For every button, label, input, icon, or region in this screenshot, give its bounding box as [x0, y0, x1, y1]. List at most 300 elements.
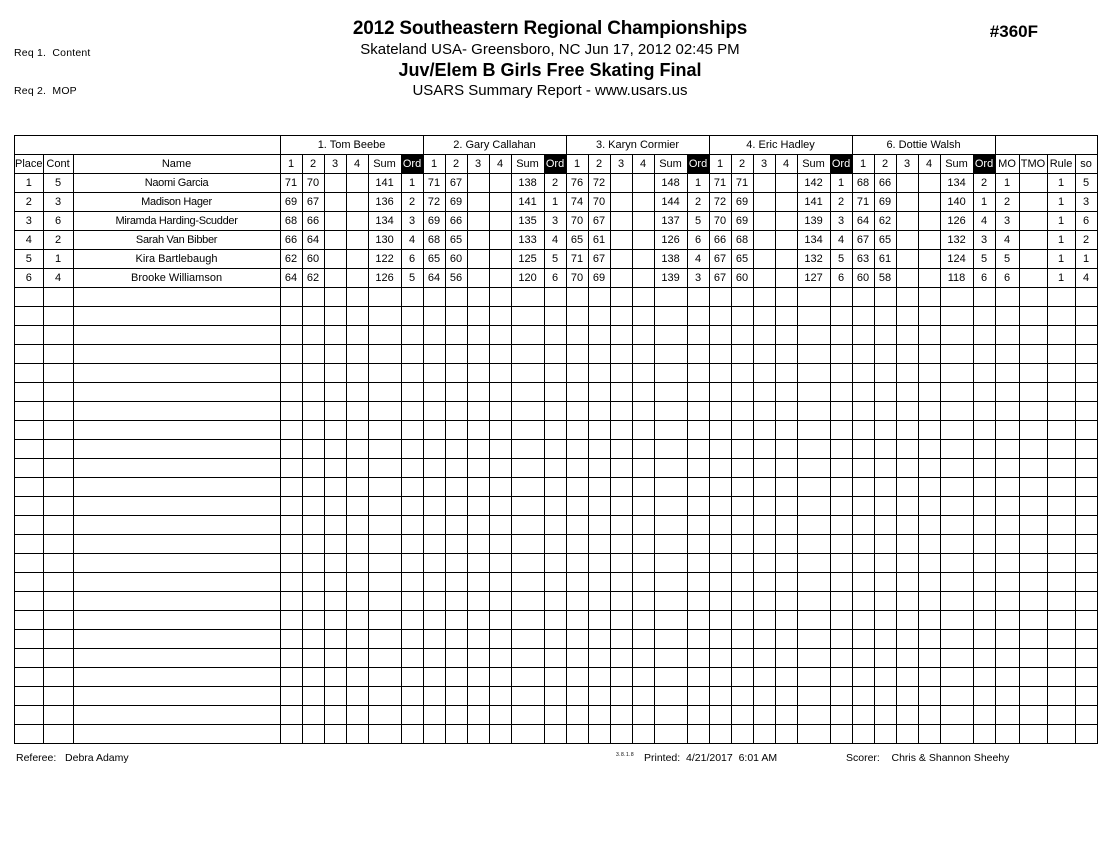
table-row[interactable] [15, 174, 1098, 193]
cell-empty [687, 307, 709, 326]
table-row-empty[interactable] [15, 573, 1098, 592]
cell-empty [709, 649, 731, 668]
cell-empty [896, 649, 918, 668]
cell-empty [467, 288, 489, 307]
venue-datetime-line: Skateland USA- Greensboro, NC Jun 17, 2012 02:45 PM [360, 41, 740, 58]
cell-empty [489, 326, 511, 345]
cell-j5-s3 [896, 174, 918, 193]
table-row-empty[interactable] [15, 345, 1098, 364]
cell-empty [302, 554, 324, 573]
cell-empty [302, 345, 324, 364]
cell-j2-ord: 1 [544, 193, 566, 212]
cell-empty [346, 478, 368, 497]
cell-empty [995, 611, 1019, 630]
table-row-empty[interactable] [15, 611, 1098, 630]
table-row-empty[interactable] [15, 516, 1098, 535]
cell-j1-s3 [324, 250, 346, 269]
cell-empty [280, 326, 302, 345]
cell-j3-s4 [632, 174, 654, 193]
table-row[interactable] [15, 212, 1098, 231]
cell-empty [852, 725, 874, 744]
judge-banner-2: 2. Gary Callahan [423, 136, 566, 155]
cell-empty [544, 516, 566, 535]
cell-j5-sum: 132 [940, 231, 973, 250]
cell-empty [797, 459, 830, 478]
report-source-line: USARS Summary Report - www.usars.us [412, 82, 688, 99]
table-row-empty[interactable] [15, 364, 1098, 383]
cell-so: 6 [1075, 212, 1097, 231]
cell-empty [874, 497, 896, 516]
cell-empty [73, 592, 280, 611]
cell-j4-s3 [753, 174, 775, 193]
cell-empty [566, 630, 588, 649]
cell-empty [940, 307, 973, 326]
cell-empty [1075, 649, 1097, 668]
cell-j3-ord: 1 [687, 174, 709, 193]
cell-j2-ord: 4 [544, 231, 566, 250]
table-row-empty[interactable] [15, 421, 1098, 440]
cell-empty [973, 630, 995, 649]
cell-empty [610, 630, 632, 649]
cell-empty [940, 364, 973, 383]
cell-empty [445, 402, 467, 421]
cell-empty [610, 706, 632, 725]
cell-empty [544, 326, 566, 345]
cell-empty [73, 326, 280, 345]
header-tmo: TMO [1019, 155, 1047, 174]
cell-empty [302, 364, 324, 383]
cell-empty [995, 364, 1019, 383]
cell-empty [489, 307, 511, 326]
cell-j5-sum: 140 [940, 193, 973, 212]
cell-j4-s3 [753, 193, 775, 212]
cell-j3-s4 [632, 250, 654, 269]
cell-empty [423, 649, 445, 668]
cell-empty [918, 630, 940, 649]
cell-empty [753, 440, 775, 459]
cell-empty [1075, 497, 1097, 516]
cell-empty [731, 592, 753, 611]
cell-j5-s2: 66 [874, 174, 896, 193]
cell-j1-s4 [346, 174, 368, 193]
cell-empty [852, 307, 874, 326]
cell-empty [852, 687, 874, 706]
cell-j1-sum: 136 [368, 193, 401, 212]
table-row-empty[interactable] [15, 592, 1098, 611]
cell-place: 5 [15, 250, 44, 269]
cell-empty [731, 383, 753, 402]
cell-empty [1047, 516, 1075, 535]
cell-j5-s3 [896, 193, 918, 212]
cell-empty [302, 706, 324, 725]
cell-j5-s1: 68 [852, 174, 874, 193]
cell-empty [467, 402, 489, 421]
cell-j1-ord: 4 [401, 231, 423, 250]
cell-empty [566, 440, 588, 459]
cell-empty [544, 345, 566, 364]
cell-empty [445, 326, 467, 345]
table-row-empty[interactable] [15, 383, 1098, 402]
cell-empty [896, 535, 918, 554]
table-row[interactable] [15, 193, 1098, 212]
cell-empty [423, 535, 445, 554]
cell-empty [918, 326, 940, 345]
cell-empty [489, 706, 511, 725]
cell-empty [709, 497, 731, 516]
cell-empty [973, 440, 995, 459]
cell-empty [654, 573, 687, 592]
cell-j1-ord: 3 [401, 212, 423, 231]
cell-empty [423, 345, 445, 364]
cell-empty [874, 687, 896, 706]
cell-empty [467, 345, 489, 364]
table-row-empty[interactable] [15, 402, 1098, 421]
cell-j5-s4 [918, 174, 940, 193]
cell-empty [1075, 668, 1097, 687]
cell-j3-sum: 137 [654, 212, 687, 231]
cell-empty [73, 383, 280, 402]
cell-rule: 1 [1047, 174, 1075, 193]
cell-empty [73, 573, 280, 592]
cell-empty [566, 307, 588, 326]
cell-empty [280, 345, 302, 364]
cell-empty [401, 687, 423, 706]
cell-empty [753, 649, 775, 668]
cell-empty [280, 554, 302, 573]
cell-empty [489, 573, 511, 592]
header-judge3-1: 1 [566, 155, 588, 174]
cell-empty [753, 421, 775, 440]
cell-empty [610, 364, 632, 383]
cell-empty [632, 535, 654, 554]
cell-empty [73, 535, 280, 554]
cell-j1-s4 [346, 231, 368, 250]
cell-j3-ord: 6 [687, 231, 709, 250]
cell-j1-ord: 2 [401, 193, 423, 212]
event-code: #360F [989, 22, 1038, 41]
cell-empty [511, 630, 544, 649]
cell-empty [1075, 630, 1097, 649]
cell-j5-s2: 61 [874, 250, 896, 269]
table-row-empty[interactable] [15, 725, 1098, 744]
table-row-empty[interactable] [15, 535, 1098, 554]
cell-empty [15, 611, 44, 630]
header-judge1-4: 4 [346, 155, 368, 174]
cell-empty [995, 573, 1019, 592]
cell-empty [610, 516, 632, 535]
cell-empty [687, 345, 709, 364]
cell-empty [995, 326, 1019, 345]
cell-empty [995, 402, 1019, 421]
cell-empty [918, 668, 940, 687]
cell-empty [324, 421, 346, 440]
cell-j3-s2: 70 [588, 193, 610, 212]
cell-j3-s2: 67 [588, 212, 610, 231]
table-row-empty[interactable] [15, 440, 1098, 459]
cell-empty [368, 402, 401, 421]
cell-empty [797, 345, 830, 364]
cell-empty [775, 706, 797, 725]
cell-empty [423, 706, 445, 725]
cell-empty [687, 573, 709, 592]
cell-empty [368, 516, 401, 535]
cell-empty [654, 668, 687, 687]
cell-j3-sum: 138 [654, 250, 687, 269]
cell-empty [709, 706, 731, 725]
header-judge4-sum: Sum [797, 155, 830, 174]
cell-empty [302, 725, 324, 744]
table-row-empty[interactable] [15, 630, 1098, 649]
cell-empty [511, 383, 544, 402]
cell-empty [302, 516, 324, 535]
cell-j4-s2: 60 [731, 269, 753, 288]
table-row-empty[interactable] [15, 459, 1098, 478]
cell-empty [467, 421, 489, 440]
cell-empty [15, 497, 44, 516]
cell-empty [830, 630, 852, 649]
cell-empty [687, 535, 709, 554]
cell-empty [918, 706, 940, 725]
cell-empty [423, 611, 445, 630]
cell-empty [324, 630, 346, 649]
cell-empty [324, 383, 346, 402]
cell-empty [43, 535, 73, 554]
cell-mo: 2 [995, 193, 1019, 212]
cell-empty [852, 459, 874, 478]
cell-empty [654, 725, 687, 744]
table-row-empty[interactable] [15, 554, 1098, 573]
cell-j1-s2: 64 [302, 231, 324, 250]
cell-empty [709, 573, 731, 592]
cell-empty [544, 421, 566, 440]
cell-j3-s1: 70 [566, 212, 588, 231]
cell-j3-s3 [610, 212, 632, 231]
cell-empty [709, 307, 731, 326]
cell-empty [346, 611, 368, 630]
cell-empty [610, 554, 632, 573]
cell-empty [1075, 535, 1097, 554]
table-row-empty[interactable] [15, 687, 1098, 706]
cell-empty [797, 573, 830, 592]
cell-j3-s2: 69 [588, 269, 610, 288]
table-row-empty[interactable] [15, 497, 1098, 516]
cell-empty [401, 364, 423, 383]
cell-empty [632, 516, 654, 535]
cell-empty [302, 459, 324, 478]
cell-place: 4 [15, 231, 44, 250]
header-judge3-3: 3 [610, 155, 632, 174]
cell-empty [995, 516, 1019, 535]
cell-empty [654, 345, 687, 364]
cell-j4-ord: 3 [830, 212, 852, 231]
judge-banner-4: 4. Eric Hadley [709, 136, 852, 155]
cell-empty [346, 516, 368, 535]
cell-empty [973, 421, 995, 440]
cell-empty [280, 440, 302, 459]
cell-empty [445, 307, 467, 326]
cell-empty [15, 687, 44, 706]
cell-empty [544, 307, 566, 326]
cell-empty [544, 649, 566, 668]
cell-empty [632, 383, 654, 402]
cell-empty [445, 497, 467, 516]
cell-j3-s4 [632, 231, 654, 250]
cell-empty [940, 706, 973, 725]
cell-j2-sum: 120 [511, 269, 544, 288]
cell-empty [43, 440, 73, 459]
cell-j3-sum: 144 [654, 193, 687, 212]
cell-empty [940, 459, 973, 478]
cell-empty [731, 649, 753, 668]
cell-empty [731, 725, 753, 744]
cell-empty [654, 630, 687, 649]
cell-j1-ord: 5 [401, 269, 423, 288]
cell-empty [896, 706, 918, 725]
cell-empty [852, 326, 874, 345]
cell-empty [346, 402, 368, 421]
cell-rule: 1 [1047, 269, 1075, 288]
table-row-empty[interactable] [15, 326, 1098, 345]
cell-empty [566, 725, 588, 744]
cell-empty [830, 288, 852, 307]
table-row[interactable] [15, 231, 1098, 250]
cell-empty [43, 288, 73, 307]
cell-empty [709, 421, 731, 440]
cell-empty [324, 478, 346, 497]
table-row[interactable] [15, 250, 1098, 269]
cell-j5-sum: 118 [940, 269, 973, 288]
cell-empty [346, 649, 368, 668]
cell-empty [610, 288, 632, 307]
table-row-empty[interactable] [15, 649, 1098, 668]
header-judge4-1: 1 [709, 155, 731, 174]
cell-empty [797, 497, 830, 516]
cell-empty [654, 440, 687, 459]
cell-empty [852, 288, 874, 307]
cell-empty [610, 478, 632, 497]
cell-empty [753, 725, 775, 744]
cell-empty [632, 307, 654, 326]
cell-empty [797, 649, 830, 668]
cell-j2-s4 [489, 212, 511, 231]
table-row-empty[interactable] [15, 478, 1098, 497]
cell-empty [588, 364, 610, 383]
cell-empty [852, 668, 874, 687]
cell-empty [830, 554, 852, 573]
cell-empty [302, 573, 324, 592]
cell-empty [896, 459, 918, 478]
cell-empty [874, 459, 896, 478]
cell-empty [280, 364, 302, 383]
cell-empty [753, 288, 775, 307]
cell-empty [489, 668, 511, 687]
cell-empty [445, 573, 467, 592]
cell-empty [797, 326, 830, 345]
cell-empty [687, 364, 709, 383]
cell-empty [423, 307, 445, 326]
table-row-empty[interactable] [15, 288, 1098, 307]
cell-empty [797, 440, 830, 459]
cell-empty [654, 706, 687, 725]
cell-empty [566, 535, 588, 554]
cell-empty [467, 687, 489, 706]
cell-empty [1047, 687, 1075, 706]
cell-empty [489, 611, 511, 630]
cell-empty [610, 383, 632, 402]
cell-j2-s1: 69 [423, 212, 445, 231]
header-judge5-2: 2 [874, 155, 896, 174]
cell-empty [610, 440, 632, 459]
cell-empty [940, 497, 973, 516]
cell-empty [830, 383, 852, 402]
cell-empty [973, 535, 995, 554]
cell-empty [368, 573, 401, 592]
header-judge3-sum: Sum [654, 155, 687, 174]
cell-empty [566, 478, 588, 497]
cell-j5-s4 [918, 193, 940, 212]
cell-empty [610, 459, 632, 478]
cell-empty [423, 497, 445, 516]
cell-empty [445, 687, 467, 706]
judge-banner-1: 1. Tom Beebe [280, 136, 423, 155]
cell-j4-sum: 132 [797, 250, 830, 269]
cell-empty [687, 402, 709, 421]
cell-empty [423, 573, 445, 592]
cell-empty [709, 478, 731, 497]
cell-empty [918, 402, 940, 421]
cell-empty [302, 307, 324, 326]
cell-j1-s3 [324, 174, 346, 193]
cell-j1-s1: 71 [280, 174, 302, 193]
cell-j3-s2: 61 [588, 231, 610, 250]
cell-empty [588, 687, 610, 706]
cell-empty [1047, 497, 1075, 516]
cell-empty [73, 630, 280, 649]
cell-empty [489, 497, 511, 516]
cell-empty [368, 687, 401, 706]
cell-empty [973, 554, 995, 573]
table-row-empty[interactable] [15, 307, 1098, 326]
cell-empty [1075, 725, 1097, 744]
cell-empty [654, 497, 687, 516]
cell-empty [995, 497, 1019, 516]
cell-empty [687, 554, 709, 573]
cell-empty [687, 478, 709, 497]
cell-empty [995, 459, 1019, 478]
table-row-empty[interactable] [15, 668, 1098, 687]
cell-empty [302, 326, 324, 345]
table-row-empty[interactable] [15, 706, 1098, 725]
cell-empty [544, 288, 566, 307]
cell-empty [654, 687, 687, 706]
cell-empty [687, 440, 709, 459]
cell-empty [918, 383, 940, 402]
cell-j1-s1: 64 [280, 269, 302, 288]
table-row[interactable] [15, 269, 1098, 288]
cell-j2-s2: 69 [445, 193, 467, 212]
cell-empty [830, 573, 852, 592]
cell-rule: 1 [1047, 193, 1075, 212]
cell-j2-s2: 65 [445, 231, 467, 250]
cell-empty [918, 497, 940, 516]
cell-j5-s3 [896, 231, 918, 250]
cell-empty [1075, 421, 1097, 440]
cell-empty [445, 725, 467, 744]
header-judge4-3: 3 [753, 155, 775, 174]
cell-empty [830, 307, 852, 326]
cell-j4-ord: 4 [830, 231, 852, 250]
cell-empty [775, 516, 797, 535]
